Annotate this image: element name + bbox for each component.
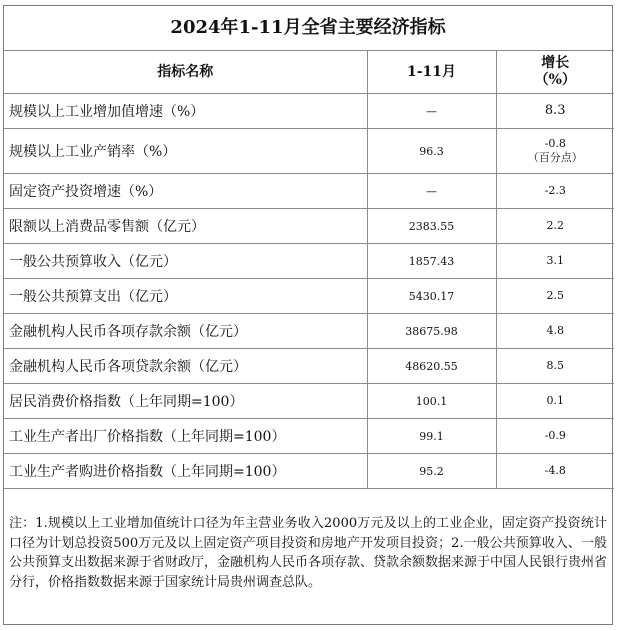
- row-value: 5430.17: [367, 279, 496, 314]
- row-value: 95.2: [367, 454, 496, 489]
- table-row: [4, 314, 614, 349]
- table-row: [4, 209, 614, 244]
- row-value: —: [367, 94, 496, 129]
- row-name: 一般公共预算支出（亿元）: [4, 279, 367, 314]
- row-name: 规模以上工业产销率（%）: [4, 129, 367, 174]
- table-row: [4, 454, 614, 489]
- row-name: 工业生产者购进价格指数（上年同期=100）: [4, 454, 367, 489]
- row-name: 居民消费价格指数（上年同期=100）: [4, 384, 367, 419]
- footnote: 注：1.规模以上工业增加值统计口径为年主营业务收入2000万元及以上的工业企业，固定资产投资统计口径为计划总投资500万元及以上固定资产项目投资和房地产开发项目投资；2.一般公共预算收入、一般公共预算支出数据来源于省财政厅，金融机构人民币各项存款、贷款余额数据来源于中国人民银行贵州省分行，价格指数数据来源于国家统计局贵州调查总队。: [9, 516, 608, 590]
- row-name: 金融机构人民币各项贷款余额（亿元）: [4, 349, 367, 384]
- table-row: [4, 279, 614, 314]
- row-growth-note: （百分点）: [527, 151, 583, 164]
- indicator-table-frame: [3, 5, 613, 625]
- row-growth: 2.2: [496, 209, 614, 244]
- row-growth: 4.8: [496, 314, 614, 349]
- row-growth: -2.3: [496, 174, 614, 209]
- row-growth: 2.5: [496, 279, 614, 314]
- row-growth: -4.8: [496, 454, 614, 489]
- table-row: [4, 349, 614, 384]
- row-name: 一般公共预算收入（亿元）: [4, 244, 367, 279]
- table-title: 2024年1-11月全省主要经济指标: [170, 17, 446, 38]
- row-value: —: [367, 174, 496, 209]
- header-growth: [496, 51, 614, 94]
- table-row: [4, 244, 614, 279]
- row-growth: -0.8: [544, 137, 566, 150]
- header-row: [4, 51, 614, 94]
- row-growth: 3.1: [496, 244, 614, 279]
- table-row: [4, 419, 614, 454]
- row-name: 金融机构人民币各项存款余额（亿元）: [4, 314, 367, 349]
- row-growth: -0.9: [496, 419, 614, 454]
- row-value: 99.1: [367, 419, 496, 454]
- table-row: [4, 384, 614, 419]
- row-value: 48620.55: [367, 349, 496, 384]
- row-name: 工业生产者出厂价格指数（上年同期=100）: [4, 419, 367, 454]
- row-value: 38675.98: [367, 314, 496, 349]
- row-growth-cell: [496, 129, 614, 174]
- header-indicator-name: 指标名称: [4, 51, 367, 94]
- header-growth-label: 增长: [541, 55, 570, 71]
- table-row: [4, 94, 614, 129]
- row-growth: 0.1: [496, 384, 614, 419]
- header-period: 1-11月: [367, 51, 496, 94]
- row-growth: 8.5: [496, 349, 614, 384]
- row-value: 96.3: [367, 129, 496, 174]
- row-value: 1857.43: [367, 244, 496, 279]
- indicator-table: [4, 50, 614, 489]
- row-value: 2383.55: [367, 209, 496, 244]
- row-name: 限额以上消费品零售额（亿元）: [4, 209, 367, 244]
- row-name: 固定资产投资增速（%）: [4, 174, 367, 209]
- row-value: 100.1: [367, 384, 496, 419]
- table-row: [4, 129, 614, 174]
- header-growth-unit: （%）: [534, 72, 576, 88]
- table-row: [4, 174, 614, 209]
- row-growth: 8.3: [496, 94, 614, 129]
- row-name: 规模以上工业增加值增速（%）: [4, 94, 367, 129]
